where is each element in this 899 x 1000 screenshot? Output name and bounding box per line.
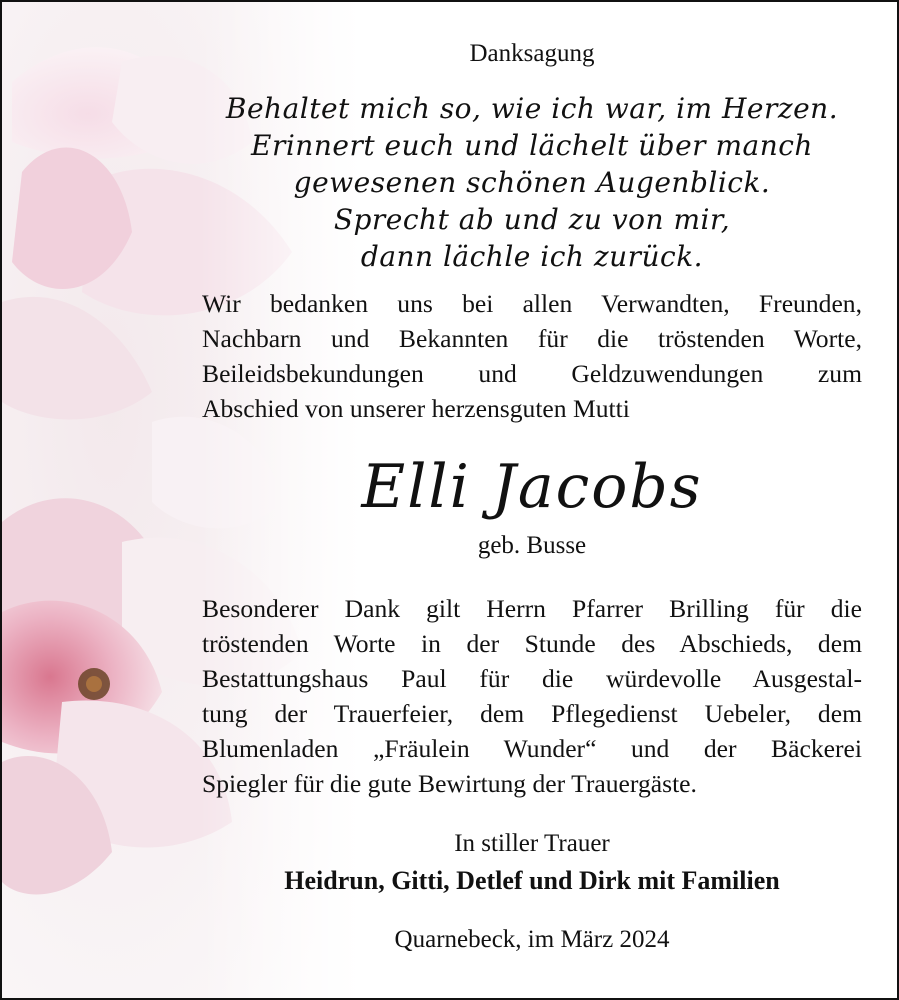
poem-line: Erinnert euch und lächelt über manch — [251, 129, 813, 162]
family-names: Heidrun, Gitti, Detlef und Dirk mit Familien — [284, 866, 780, 895]
deceased-name: Elli Jacobs — [361, 452, 703, 522]
thanks-line: Beileidsbekundungen und Geldzuwendungen zum — [202, 359, 862, 388]
special-thanks-line: Blumenladen „Fräulein Wunder“ und der Bäckerei — [202, 734, 862, 763]
poem-line: Sprecht ab und zu von mir, — [333, 203, 731, 236]
poem-line: dann lächle ich zurück. — [360, 240, 704, 273]
special-thanks-line: tung der Trauerfeier, dem Pflegedienst Uebeler, dem — [202, 699, 862, 728]
special-thanks-line: Spiegler für die gute Bewirtung der Trauergäste. — [202, 769, 697, 798]
special-thanks-line: Besonderer Dank gilt Herrn Pfarrer Brilling für die — [202, 594, 862, 623]
poem-line: Behaltet mich so, wie ich war, im Herzen. — [225, 92, 839, 125]
mourning-phrase: In stiller Trauer — [454, 830, 610, 857]
thanks-paragraph — [202, 286, 862, 426]
special-thanks-paragraph — [202, 591, 862, 801]
poem — [202, 90, 862, 275]
maiden-name: geb. Busse — [477, 532, 587, 559]
special-thanks-line: Bestattungshaus Paul für die würdevolle Ausgestal- — [202, 664, 862, 693]
thanks-line: Abschied von unserer herzensguten Mutti — [202, 394, 630, 423]
place-and-date: Quarnebeck, im März 2024 — [394, 926, 670, 953]
special-thanks-line: tröstenden Worte in der Stunde des Abschieds, dem — [202, 629, 862, 658]
notice-heading: Danksagung — [469, 40, 595, 67]
poem-line: gewesenen schönen Augenblick. — [293, 166, 771, 199]
thanks-line: Wir bedanken uns bei allen Verwandten, Freunden, — [202, 289, 862, 318]
thanks-line: Nachbarn und Bekannten für die tröstenden Worte, — [202, 324, 862, 353]
